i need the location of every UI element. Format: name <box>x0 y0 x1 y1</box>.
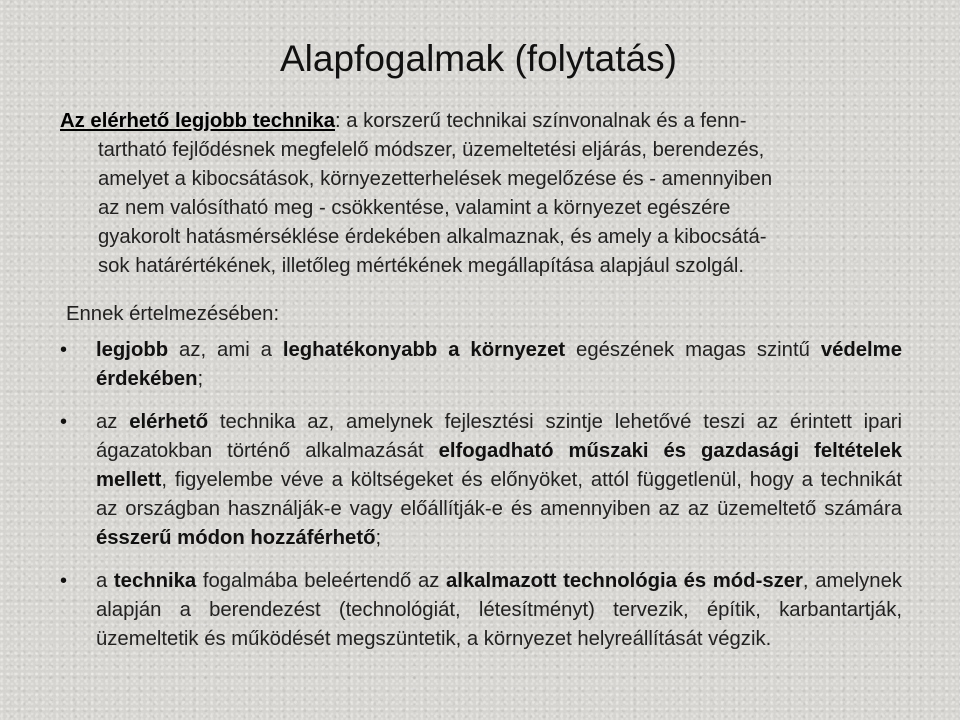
text: ; <box>375 527 382 549</box>
text: , amelynek alapján a berendezést (technológiát, létesítményt) tervezik, építik, karbantartják, üzemeltetik és működését megszüntetik, a környezet helyreállítását végzik. <box>96 570 902 650</box>
text: , figyelembe véve a költségeket és előnyöket, attól függetlenül, hogy a technikát az országban használják-e vagy előállítják-e és amennyiben az az üzemeltető számára <box>96 469 902 520</box>
bold-text: ésszerű módon hozzáférhető <box>96 527 376 549</box>
definition-paragraph <box>60 107 898 281</box>
bold-text: leghatékonyabb a környezet <box>282 339 566 361</box>
bullet-item <box>60 408 902 553</box>
bullet-item <box>60 567 902 654</box>
slide-title: Alapfogalmak (folytatás) <box>280 38 677 79</box>
text: a <box>96 570 114 592</box>
bold-text: elfogadható műszaki és gazdasági feltételek mellett <box>96 440 903 491</box>
bold-text: technika <box>113 570 197 592</box>
definition-text: : a korszerű technikai színvonalnak és a fenn- <box>334 110 747 132</box>
definition-line: tartható fejlődésnek megfelelő módszer, üzemeltetési eljárás, berendezés, <box>98 139 765 161</box>
bold-text: védelme érdekében <box>96 339 902 390</box>
text: az <box>96 411 130 433</box>
bullet-item <box>60 336 902 394</box>
bullet-list <box>60 336 902 668</box>
definition-line: gyakorolt hatásmérséklése érdekében alkalmaznak, és amely a kibocsátá- <box>98 226 767 248</box>
definition-line: az nem valósítható meg - csökkentése, valamint a környezet egészére <box>98 197 731 219</box>
text: technika az, amelynek fejlesztési szintje lehetővé teszi az érintett ipari ágazatokban történő alkalmazását <box>96 411 902 462</box>
text: az, ami a <box>168 339 283 361</box>
defined-term: Az elérhető legjobb technika <box>60 110 335 132</box>
text: ; <box>197 368 204 390</box>
text: fogalmába beleértendő az <box>196 570 447 592</box>
definition-line: amelyet a kibocsátások, környezetterhelések megelőzése és - amennyiben <box>98 168 773 190</box>
text: egészének magas szintű <box>565 339 821 361</box>
bold-text: legjobb <box>96 339 169 361</box>
subheading: Ennek értelmezésében: <box>66 303 280 325</box>
definition-line: sok határértékének, illetőleg mértékének megállapítása alapjául szolgál. <box>98 255 744 277</box>
bold-text: alkalmazott technológia és mód-szer <box>446 570 803 592</box>
bold-text: elérhető <box>129 411 209 433</box>
